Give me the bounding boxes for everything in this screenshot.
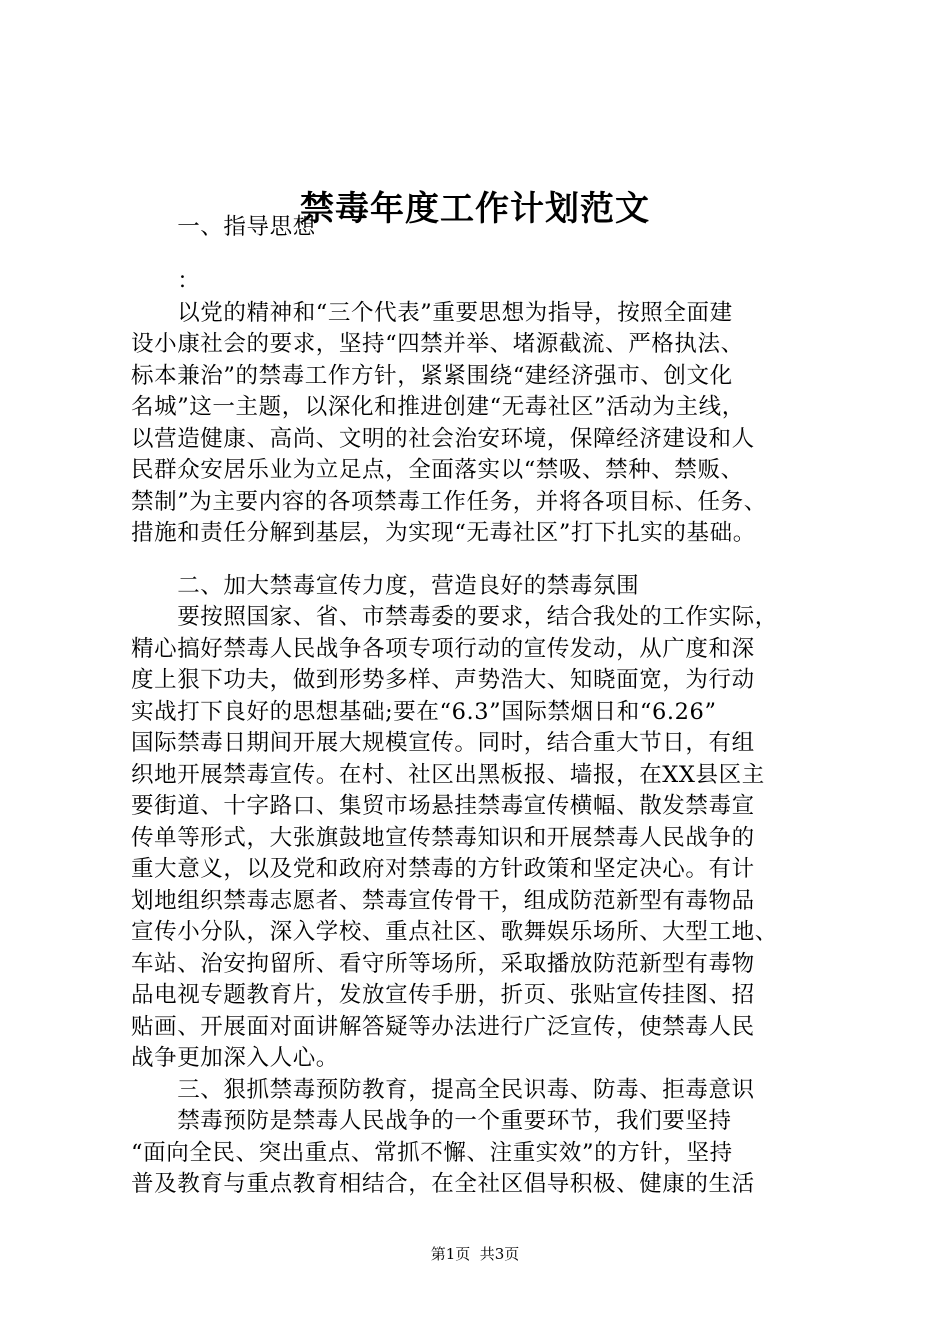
text-line: 标本兼治”的禁毒工作方针，紧紧围绕“建经济强市、创文化 [131,363,733,389]
text-line: 织地开展禁毒宣传。在村、社区出黑板报、墙报，在XX县区主 [131,762,765,788]
page-number-footer: 第1页 共3页 [430,1245,520,1263]
document-title: 禁毒年度工作计划范文 [300,189,650,229]
text-line: 以营造健康、高尚、文明的社会治安环境，保障经济建设和人 [131,426,755,452]
text-line: “面向全民、突出重点、常抓不懈、注重实效”的方针，坚持 [131,1140,733,1166]
text-line: 禁制”为主要内容的各项禁毒工作任务，并将各项目标、任务、 [131,489,767,515]
text-line: 品电视专题教育片，发放宣传手册，折页、张贴宣传挂图、招 [131,982,755,1008]
text-line: ： [131,268,201,294]
text-line: 车站、治安拘留所、看守所等场所，采取播放防范新型有毒物 [131,951,755,977]
text-line: 贴画、开展面对面讲解答疑等办法进行广泛宣传，使禁毒人民 [131,1014,755,1040]
text-line: 要街道、十字路口、集贸市场悬挂禁毒宣传横幅、散发禁毒宣 [131,793,755,819]
text-line: 普及教育与重点教育相结合，在全社区倡导积极、健康的生活 [131,1171,755,1197]
text-line: 传单等形式，大张旗鼓地宣传禁毒知识和开展禁毒人民战争的 [131,825,755,851]
text-line: 以党的精神和“三个代表”重要思想为指导，按照全面建 [131,300,733,326]
text-line: 要按照国家、省、市禁毒委的要求，结合我处的工作实际， [131,604,778,630]
section-heading: 三、狠抓禁毒预防教育，提高全民识毒、防毒、拒毒意识 [131,1077,755,1103]
text-line: 划地组织禁毒志愿者、禁毒宣传骨干，组成防范新型有毒物品 [131,888,755,914]
text-line: 战争更加深入人心。 [131,1045,339,1071]
section-heading: 二、加大禁毒宣传力度，营造良好的禁毒氛围 [131,573,640,599]
text-line: 度上狠下功夫，做到形势多样、声势浩大、知晓面宽，为行动 [131,667,755,693]
text-line: 设小康社会的要求，坚持“四禁并举、堵源截流、严格执法、 [131,331,744,357]
text-line: 禁毒预防是禁毒人民战争的一个重要环节，我们要坚持 [131,1108,732,1134]
text-line: 一、指导思想 [131,214,316,240]
text-line: 名城”这一主题，以深化和推进创建“无毒社区”活动为主线， [131,394,745,420]
text-line: 重大意义，以及党和政府对禁毒的方针政策和坚定决心。有计 [131,856,755,882]
text-line: 国际禁毒日期间开展大规模宣传。同时，结合重大节日，有组 [131,730,755,756]
text-line: 宣传小分队，深入学校、重点社区、歌舞娱乐场所、大型工地、 [131,919,778,945]
text-line: 精心搞好禁毒人民战争各项专项行动的宣传发动，从广度和深 [131,636,755,662]
text-line: 实战打下良好的思想基础;要在“6.3”国际禁烟日和“6.26” [131,699,717,725]
text-line: 民群众安居乐业为立足点，全面落实以“禁吸、禁种、禁贩、 [131,457,744,483]
text-line: 措施和责任分解到基层，为实现“无毒社区”打下扎实的基础。 [131,520,756,546]
